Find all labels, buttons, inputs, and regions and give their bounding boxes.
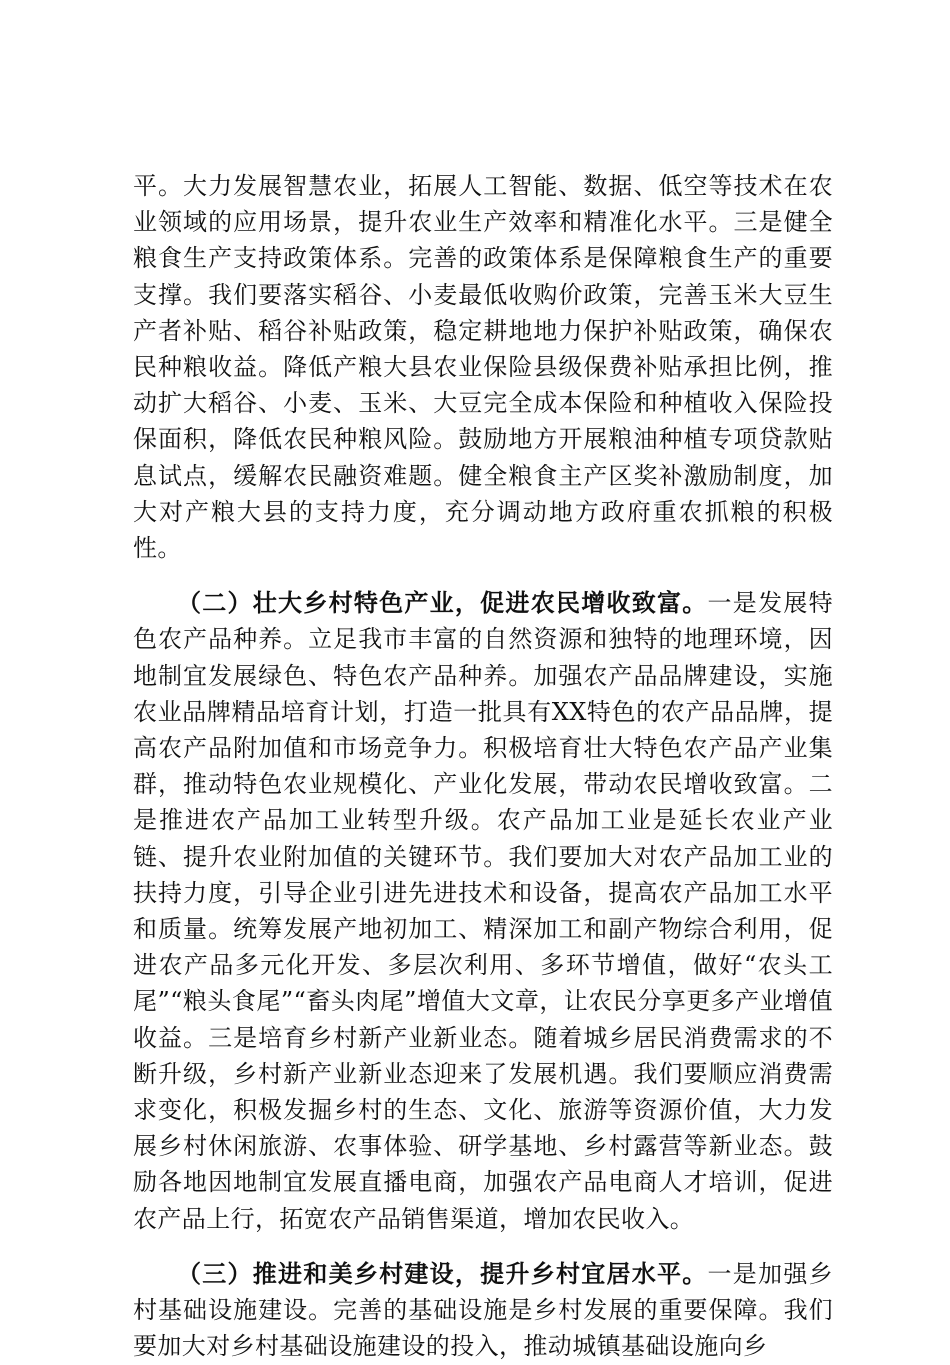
paragraph-2 [133, 585, 833, 1237]
paragraph-3 [133, 1256, 833, 1365]
paragraph-gap [133, 566, 833, 585]
section-heading-2: （二）壮大乡村特色产业，促进农民增收致富。 [177, 588, 708, 618]
paragraph-2-text: 一是发展特色农产品种养。立足我市丰富的自然资源和独特的地理环境，因地制宜发展绿色、特色农产品种养。加强农产品品牌建设，实施农业品牌精品培育计划，打造一批具有XX特色的农产品品牌，提高农产品附加值和市场竞争力。积极培育壮大特色农产品产业集群，推动特色农业规模化、产业化发展，带动农民增收致富。二是推进农产品加工业转型升级。农产品加工业是延长农业产业链、提升农业附加值的关键环节。我们要加大对农产品加工业的扶持力度，引导企业引进先进技术和设备，提高农产品加工水平和质量。统筹发展产地初加工、精深加工和副产物综合利用，促进农产品多元化开发、多层次利用、多环节增值，做好“农头工尾”“粮头食尾”“畜头肉尾”增值大文章，让农民分享更多产业增值收益。三是培育乡村新产业新业态。随着城乡居民消费需求的不断升级，乡村新产业新业态迎来了发展机遇。我们要顺应消费需求变化，积极发掘乡村的生态、文化、旅游等资源价值，大力发展乡村休闲旅游、农事体验、研学基地、乡村露营等新业态。鼓励各地因地制宜发展直播电商，加强农产品电商人才培训，促进农产品上行，拓宽农产品销售渠道，增加农民收入。 [133, 589, 834, 1233]
document-body [133, 168, 833, 1365]
paragraph-1 [133, 168, 833, 566]
section-heading-3: （三）推进和美乡村建设，提升乡村宜居水平。 [177, 1258, 708, 1288]
paragraph-3-text: 一是加强乡村基础设施建设。完善的基础设施是乡村发展的重要保障。我们要加大对乡村基础设施建设的投入，推动城镇基础设施向乡 [133, 1259, 834, 1361]
paragraph-1-text: 平。大力发展智慧农业，拓展人工智能、数据、低空等技术在农业领域的应用场景，提升农业生产效率和精准化水平。三是健全粮食生产支持政策体系。完善的政策体系是保障粮食生产的重要支撑。我们要落实稻谷、小麦最低收购价政策，完善玉米大豆生产者补贴、稻谷补贴政策，稳定耕地地力保护补贴政策，确保农民种粮收益。降低产粮大县农业保险县级保费补贴承担比例，推动扩大稻谷、小麦、玉米、大豆完全成本保险和种植收入保险投保面积，降低农民种粮风险。鼓励地方开展粮油种植专项贷款贴息试点，缓解农民融资难题。健全粮食主产区奖补激励制度，加大对产粮大县的支持力度，充分调动地方政府重农抓粮的积极性。 [133, 172, 833, 563]
paragraph-gap [133, 1237, 833, 1256]
